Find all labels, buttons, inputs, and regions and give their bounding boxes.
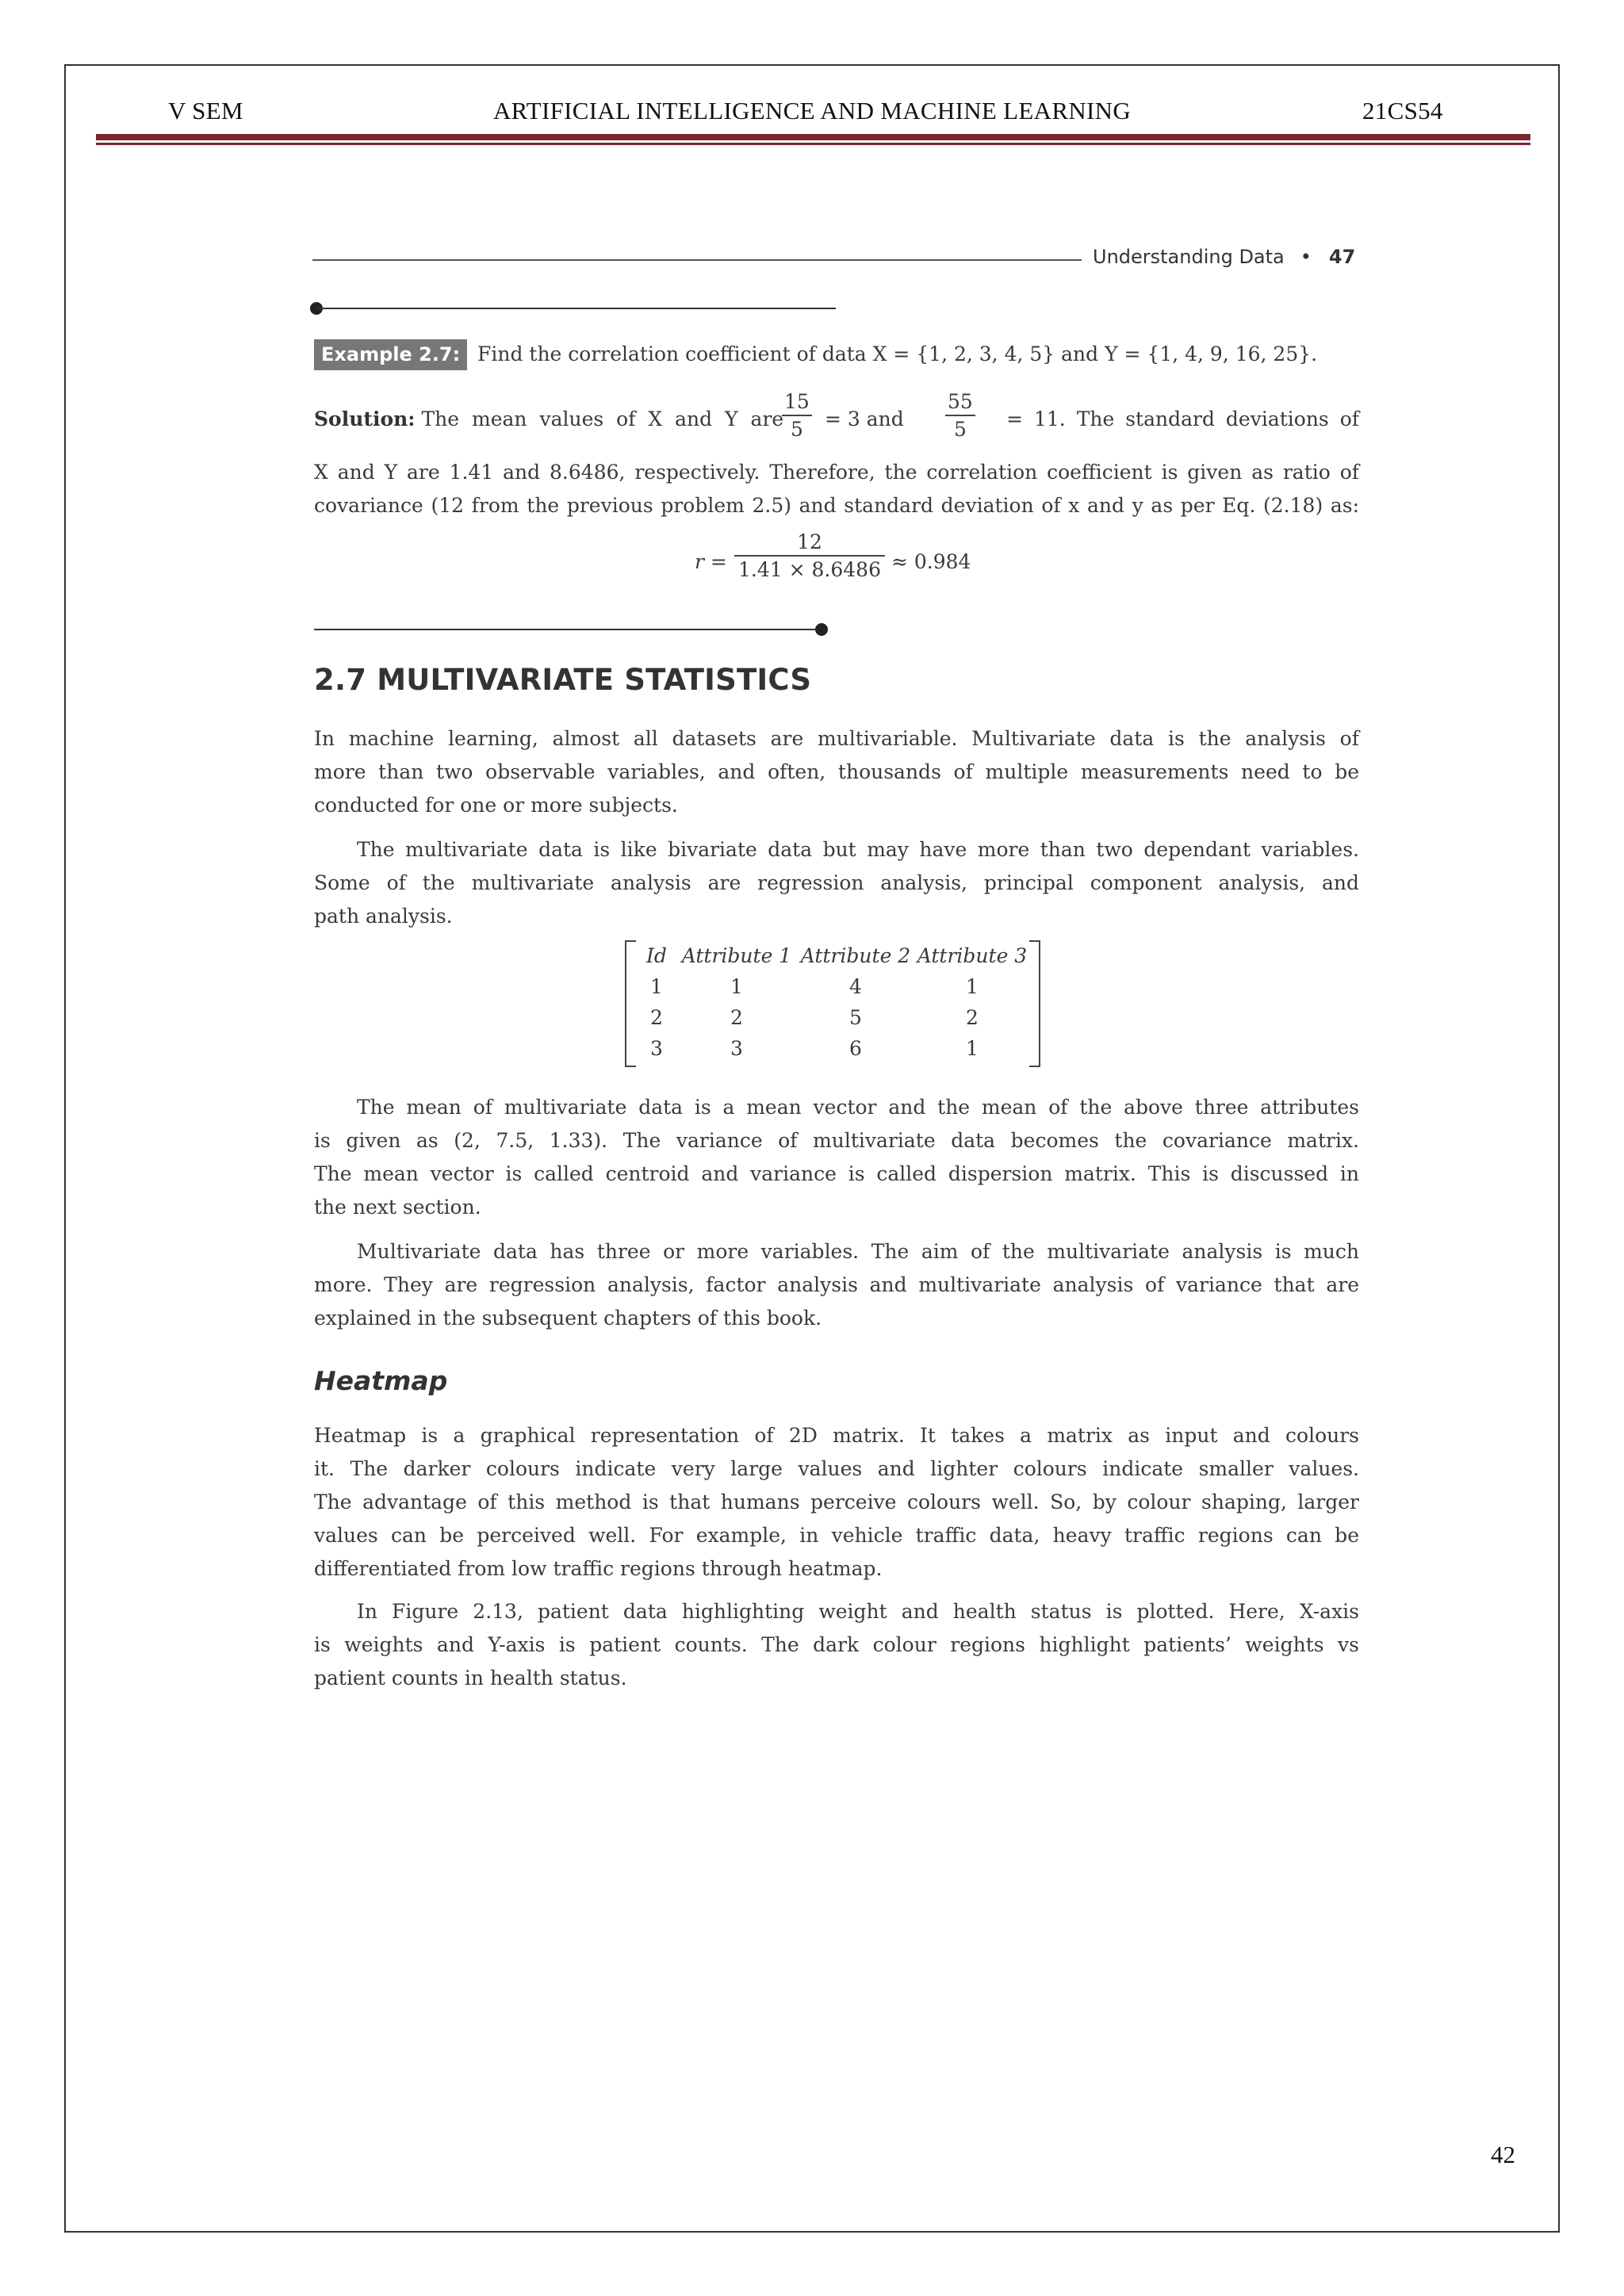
book-running-header — [1093, 246, 1355, 268]
section-p2-line-1: The multivariate data is like bivariate data but may have more than two dependant variables. — [357, 838, 1359, 861]
matrix-cell: 2 — [650, 1006, 663, 1029]
section-p4-line-1: Multivariate data has three or more variables. The aim of the multivariate analysis is much — [357, 1240, 1359, 1263]
data-matrix — [625, 940, 1040, 1066]
fraction-mean-x — [782, 390, 812, 441]
book-chapter-title: Understanding Data — [1093, 246, 1285, 268]
solution-line-3: covariance (12 from the previous problem 2.5) and standard deviation of x and y as per Eq. (2.18) as: — [314, 494, 1359, 517]
matrix-row — [636, 971, 1029, 1002]
matrix-header-row — [636, 940, 1029, 971]
section-p1-line-2: more than two observable variables, and often, thousands of multiple measurements need to be — [314, 760, 1359, 783]
heatmap-p1-line-2: it. The darker colours indicate very large values and lighter colours indicate smaller values. — [314, 1457, 1359, 1480]
solution-mid-text: = 3 and — [825, 408, 904, 430]
section-heading: 2.7 MULTIVARIATE STATISTICS — [314, 663, 812, 697]
matrix-header-attr2: Attribute 2 — [800, 944, 911, 967]
header-subject-title: ARTIFICIAL INTELLIGENCE AND MACHINE LEARNING — [492, 97, 1132, 124]
formula-lhs: r = — [695, 550, 727, 573]
matrix-cell: 1 — [966, 1037, 979, 1060]
heatmap-p1-line-1: Heatmap is a graphical representation of 2D matrix. It takes a matrix as input and colours — [314, 1424, 1359, 1447]
formula-denominator: 1.41 × 8.6486 — [738, 558, 881, 581]
formula-fraction — [734, 530, 885, 581]
header-rule-thin — [96, 143, 1530, 145]
matrix-cell: 3 — [730, 1037, 743, 1060]
matrix-cell: 1 — [650, 975, 663, 998]
example-end-dot — [815, 623, 828, 636]
section-p2-line-2: Some of the multivariate analysis are regression analysis, principal component analysis, and — [314, 871, 1359, 894]
matrix-cell: 2 — [966, 1006, 979, 1029]
matrix-header-attr1: Attribute 1 — [681, 944, 792, 967]
matrix-header-attr3: Attribute 3 — [917, 944, 1028, 967]
fraction-mean-x-den: 5 — [790, 418, 803, 441]
heatmap-p1-line-4: values can be perceived well. For example, in vehicle traffic data, heavy traffic regions can be — [314, 1524, 1359, 1547]
heatmap-p2-line-3: patient counts in health status. — [314, 1667, 627, 1689]
section-p4-line-3: explained in the subsequent chapters of this book. — [314, 1307, 822, 1330]
header-course-code: 21CS54 — [1362, 97, 1443, 124]
example-start-line — [317, 308, 836, 309]
fraction-mean-y-den: 5 — [953, 418, 967, 441]
heatmap-heading: Heatmap — [314, 1365, 448, 1396]
fraction-mean-y-num: 55 — [945, 390, 975, 416]
matrix-cell: 5 — [849, 1006, 862, 1029]
header-semester: V SEM — [168, 97, 243, 124]
heatmap-p1-line-5: differentiated from low traffic regions through heatmap. — [314, 1557, 883, 1580]
example-question: Find the correlation coefficient of data X = {1, 2, 3, 4, 5} and Y = {1, 4, 9, 16, 25}. — [477, 342, 1318, 365]
heatmap-p2-line-1: In Figure 2.13, patient data highlighting weight and health status is plotted. Here, X-axis — [357, 1600, 1359, 1623]
section-p1-line-3: conducted for one or more subjects. — [314, 794, 678, 817]
example-tag: Example 2.7: — [314, 339, 467, 370]
matrix-cell: 4 — [849, 975, 862, 998]
matrix-cell: 6 — [849, 1037, 862, 1060]
section-p1-line-1: In machine learning, almost all datasets are multivariable. Multivariate data is the analysis of — [314, 727, 1359, 750]
section-p2-line-3: path analysis. — [314, 905, 453, 928]
matrix-cell: 2 — [730, 1006, 743, 1029]
matrix-row — [636, 1033, 1029, 1064]
header-rule — [96, 134, 1530, 140]
fraction-mean-x-num: 15 — [782, 390, 812, 416]
page-number: 42 — [1491, 2141, 1515, 2168]
book-page-number: 47 — [1328, 246, 1356, 268]
matrix-table — [636, 940, 1029, 1064]
example-end-line — [314, 629, 822, 630]
section-p3-line-1: The mean of multivariate data is a mean vector and the mean of the above three attributes — [357, 1096, 1359, 1119]
heatmap-p2-line-2: is weights and Y-axis is patient counts. The dark colour regions highlight patients’ weights vs — [314, 1633, 1359, 1656]
formula-numerator: 12 — [734, 530, 885, 557]
solution-label: Solution: — [314, 408, 416, 430]
matrix-header-id: Id — [646, 944, 667, 967]
fraction-mean-y — [945, 390, 975, 441]
matrix-row — [636, 1002, 1029, 1033]
book-header-rule — [312, 259, 1082, 261]
book-header-bullet: • — [1300, 246, 1312, 268]
matrix-cell: 1 — [730, 975, 743, 998]
matrix-cell: 1 — [966, 975, 979, 998]
section-p3-line-4: the next section. — [314, 1196, 481, 1219]
section-p3-line-2: is given as (2, 7.5, 1.33). The variance of multivariate data becomes the covariance matrix. — [314, 1129, 1359, 1152]
matrix-left-bracket — [625, 940, 636, 1067]
solution-intro: The mean values of X and Y are — [421, 408, 784, 430]
matrix-right-bracket — [1029, 940, 1040, 1067]
solution-end-text: = 11. The standard deviations of — [1006, 408, 1359, 430]
formula-result: ≈ 0.984 — [891, 550, 971, 573]
section-p4-line-2: more. They are regression analysis, factor analysis and multivariate analysis of variance that are — [314, 1273, 1359, 1296]
heatmap-p1-line-3: The advantage of this method is that humans perceive colours well. So, by colour shaping, larger — [314, 1490, 1359, 1513]
section-p3-line-3: The mean vector is called centroid and variance is called dispersion matrix. This is discussed in — [314, 1162, 1359, 1185]
solution-line-2: X and Y are 1.41 and 8.6486, respectively. Therefore, the correlation coefficient is given as ratio of — [314, 461, 1359, 484]
matrix-cell: 3 — [650, 1037, 663, 1060]
